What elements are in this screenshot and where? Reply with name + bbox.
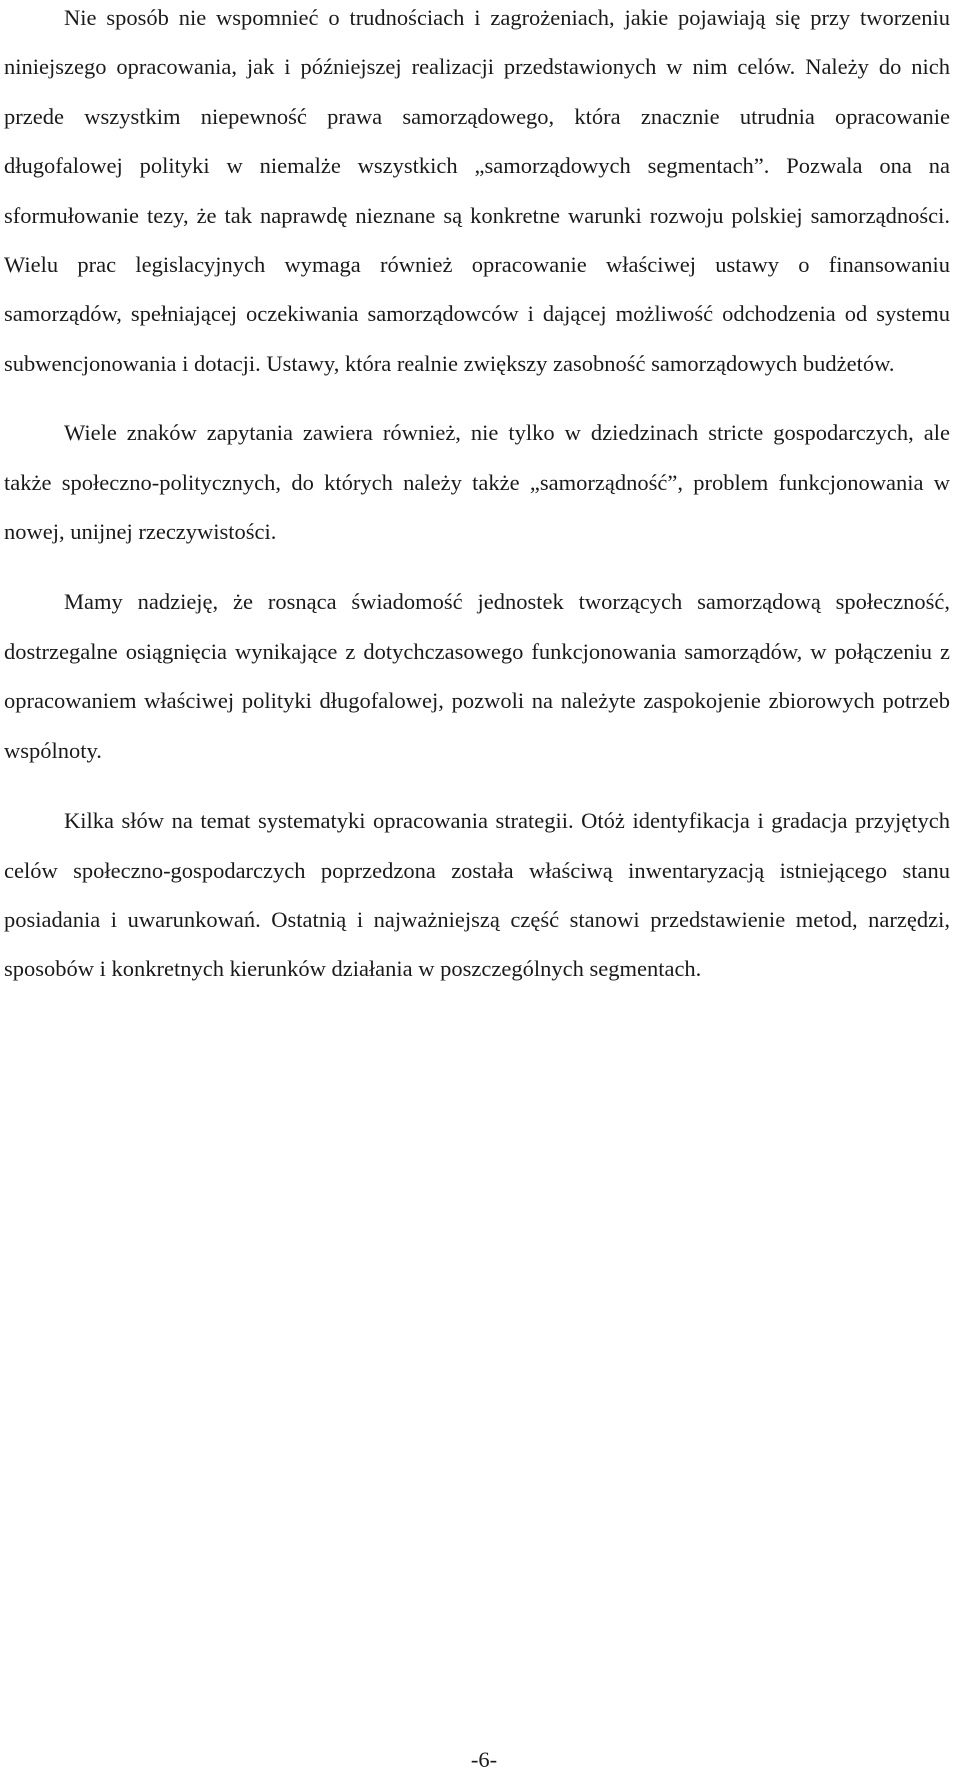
paragraph-1: Nie sposób nie wspomnieć o trudnościach i zagrożeniach, jakie pojawiają się przy tworzeniu niniejszego opracowania, jak i późniejszej realizacji przedstawionych w nim celów. Należy do nich przede wszystkim niepewność prawa samorządowego, która znacznie utrudnia opracowanie długofalowej polityki w niemalże wszystkich „samorządowych segmentach”. Pozwala ona na sformułowanie tezy, że tak naprawdę nieznane są konkretne warunki rozwoju polskiej samorządności. Wielu prac legislacyjnych wymaga również opracowanie właściwej ustawy o finansowaniu samorządów, spełniającej oczekiwania samorządowców i dającej możliwość odchodzenia od systemu subwencjonowania i dotacji. Ustawy, która realnie zwiększy zasobność samorządowych budżetów. <box>4 5 950 376</box>
paragraph-2: Wiele znaków zapytania zawiera również, nie tylko w dziedzinach stricte gospodarczych, ale także społeczno-politycznych, do których należy także „samorządność”, problem funkcjonowania w nowej, unijnej rzeczywistości. <box>4 420 950 545</box>
document-body <box>4 0 950 994</box>
paragraph-3: Mamy nadzieję, że rosnąca świadomość jednostek tworzących samorządową społeczność, dostrzegalne osiągnięcia wynikające z dotychczasowego funkcjonowania samorządów, w połączeniu z opracowaniem właściwej polityki długofalowej, pozwoli na należyte zaspokojenie zbiorowych potrzeb wspólnoty. <box>4 589 950 763</box>
paragraph-4: Kilka słów na temat systematyki opracowania strategii. Otóż identyfikacja i gradacja przyjętych celów społeczno-gospodarczych poprzedzona została właściwą inwentaryzacją istniejącego stanu posiadania i uwarunkowań. Ostatnią i najważniejszą część stanowi przedstawienie metod, narzędzi, sposobów i konkretnych kierunków działania w poszczególnych segmentach. <box>4 808 950 982</box>
page-number: -6- <box>470 1747 498 1772</box>
